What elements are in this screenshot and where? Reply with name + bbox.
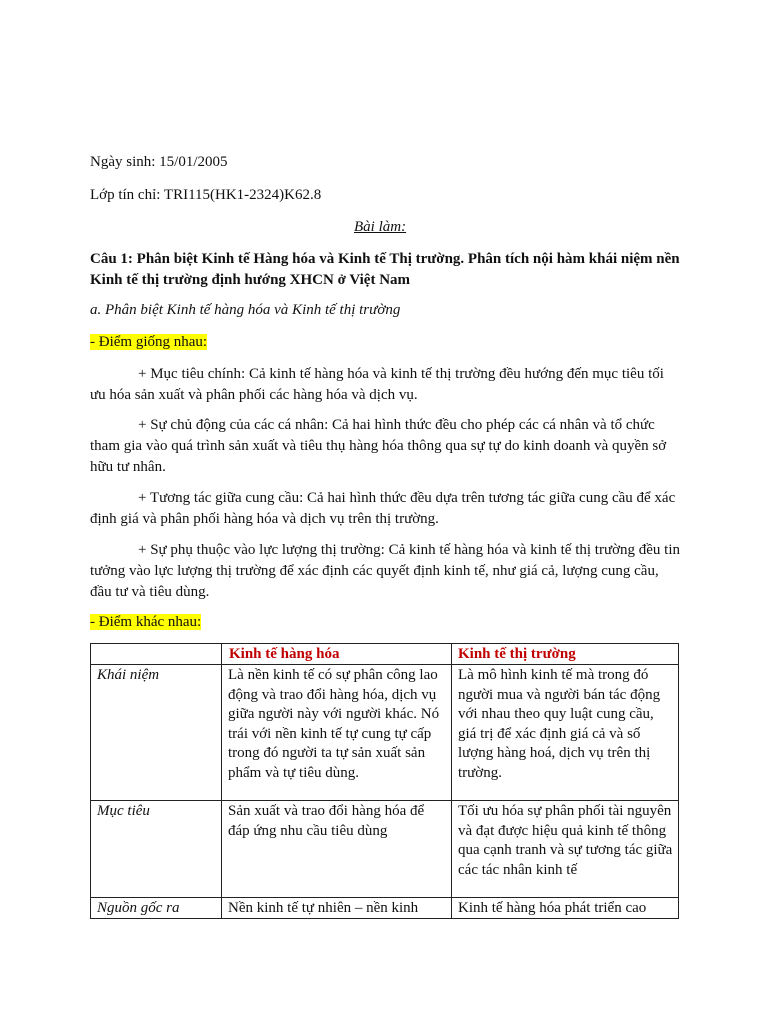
table-cell: Nền kinh tế tự nhiên – nền kinh — [228, 900, 419, 916]
work-title: Bài làm: — [354, 219, 407, 235]
similarity-point: + Tương tác giữa cung cầu: Cả hai hình thức đều dựa trên tương tác giữa cung cầu để xác định giá và phân phối hàng hóa và dịch vụ trên thị trường. — [90, 490, 676, 527]
differences-heading: - Điểm khác nhau: — [90, 614, 202, 630]
similarity-point: + Sự chủ động của các cá nhân: Cả hai hình thức đều cho phép các cá nhân và tổ chức tham gia vào quá trình sản xuất và tiêu thụ hàng hóa thông qua sự tự do kinh doanh và quyền sở hữu tư nhân. — [90, 417, 667, 475]
date-of-birth: Ngày sinh: 15/01/2005 — [90, 154, 228, 170]
table-header-market-economy: Kinh tế thị trường — [458, 646, 576, 662]
table-row-label: Mục tiêu — [97, 803, 150, 819]
table-cell: Là nền kinh tế có sự phân công lao động và trao đổi hàng hóa, dịch vụ giữa người này với người khác. Nó trái với nền kinh tế tự cung tự cấp trong đó người ta tự sản xuất sản phẩm và tự tiêu dùng. — [228, 667, 440, 781]
table-cell: Kinh tế hàng hóa phát triển cao — [458, 900, 647, 916]
similarities-heading: - Điểm giống nhau: — [90, 334, 208, 350]
section-a-heading: a. Phân biệt Kinh tế hàng hóa và Kinh tế thị trường — [90, 302, 401, 318]
table-row-label: Nguồn gốc ra — [97, 900, 180, 916]
table-cell: Tối ưu hóa sự phân phối tài nguyên và đạt được hiệu quả kinh tế thông qua cạnh tranh và sự tương tác giữa các tác nhân kinh tế — [458, 803, 673, 878]
class-code: Lớp tín chỉ: TRI115(HK1-2324)K62.8 — [90, 187, 322, 203]
table-cell: Sản xuất và trao đổi hàng hóa để đáp ứng nhu cầu tiêu dùng — [228, 803, 425, 839]
similarity-point: + Sự phụ thuộc vào lực lượng thị trường: Cả kinh tế hàng hóa và kinh tế thị trường đều tin tưởng vào lực lượng thị trường để xác định các quyết định kinh tế, như giá cả, lượng cung cầu, đầu tư và tiêu dùng. — [90, 542, 680, 600]
similarity-point: + Mục tiêu chính: Cả kinh tế hàng hóa và kinh tế thị trường đều hướng đến mục tiêu tối ưu hóa sản xuất và phân phối các hàng hóa và dịch vụ. — [90, 366, 664, 403]
question-1-title: Câu 1: Phân biệt Kinh tế Hàng hóa và Kinh tế Thị trường. Phân tích nội hàm khái niệm nền Kinh tế thị trường định hướng XHCN ở Việt Nam — [90, 251, 680, 288]
table-cell: Là mô hình kinh tế mà trong đó người mua và người bán tác động với nhau theo quy luật cung cầu, giá trị để xác định giá cả và số lượng hàng hoá, dịch vụ trên thị trường. — [458, 667, 661, 781]
table-header-commodity-economy: Kinh tế hàng hóa — [229, 646, 340, 662]
table-row-label: Khái niệm — [97, 667, 160, 683]
